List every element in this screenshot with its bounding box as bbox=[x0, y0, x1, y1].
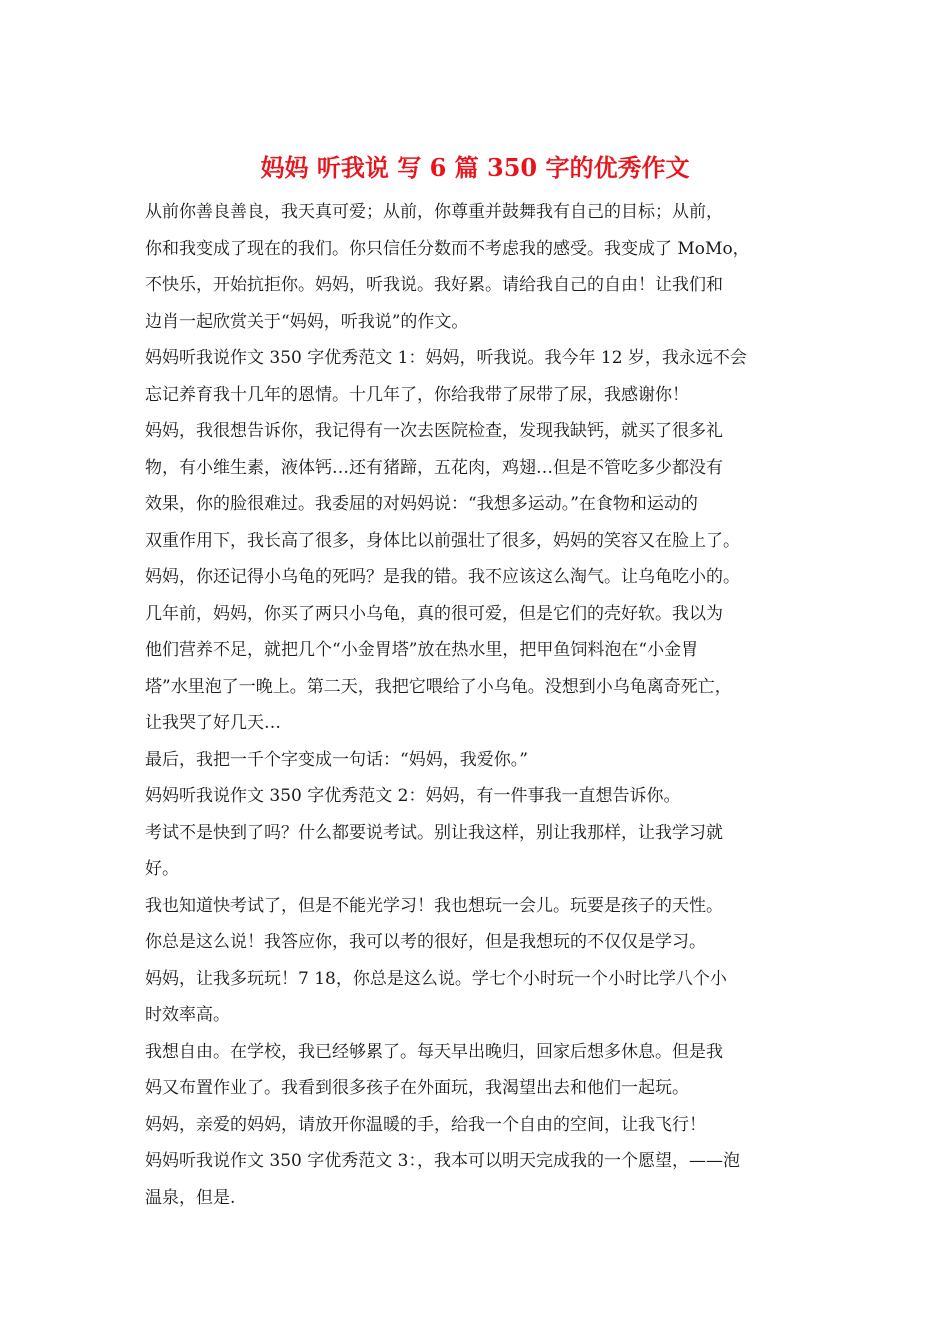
text-line: 双重作用下，我长高了很多，身体比以前强壮了很多，妈妈的笑容又在脸上了。 bbox=[145, 530, 740, 551]
text-line: 妈妈，亲爱的妈妈，请放开你温暖的手，给我一个自由的空间，让我飞行！ bbox=[145, 1114, 706, 1135]
text-line: 妈妈听我说作文 350 字优秀范文 2：妈妈，有一件事我一直想告诉你。 bbox=[145, 786, 681, 806]
text-line: 考试不是快到了吗？什么都要说考试。别让我这样，别让我那样，让我学习就 bbox=[145, 822, 723, 843]
text-line: 好。 bbox=[145, 859, 179, 879]
text-line: 忘记养育我十几年的恩情。十几年了，你给我带了尿带了尿，我感谢你！ bbox=[145, 384, 689, 405]
text-line: 你和我变成了现在的我们。你只信任分数而不考虑我的感受。我变成了 MoMo， bbox=[145, 238, 750, 259]
text-line: 从前你善良善良，我天真可爱；从前，你尊重并鼓舞我有自己的目标；从前， bbox=[145, 202, 723, 222]
text-line: 你总是这么说！我答应你，我可以考的很好，但是我想玩的不仅仅是学习。 bbox=[145, 932, 706, 952]
text-line: 我也知道快考试了，但是不能光学习！我也想玩一会儿。玩要是孩子的天性。 bbox=[145, 895, 723, 916]
document-title: 妈妈 听我说 写 6 篇 350 字的优秀作文 bbox=[260, 153, 690, 182]
text-line: 妈妈，我很想告诉你，我记得有一次去医院检查，发现我缺钙，就买了很多礼 bbox=[145, 421, 723, 441]
text-line: 塔”水里泡了一晚上。第二天，我把它喂给了小乌龟。没想到小乌龟离奇死亡， bbox=[145, 676, 732, 697]
text-line: 效果，你的脸很难过。我委屈的对妈妈说：“我想多运动。”在食物和运动的 bbox=[145, 494, 698, 514]
text-line: 物，有小维生素，液体钙…还有猪蹄，五花肉，鸡翅…但是不管吃多少都没有 bbox=[145, 457, 723, 478]
text-line: 他们营养不足，就把几个“小金胃塔”放在热水里，把甲鱼饲料泡在“小金胃 bbox=[145, 640, 699, 660]
text-line: 妈妈，让我多玩玩！7 18，你总是这么说。学七个小时玩一个小时比学八个小 bbox=[145, 968, 727, 989]
text-line: 温泉，但是. bbox=[145, 1187, 236, 1208]
text-line: 妈妈听我说作文 350 字优秀范文 1：妈妈，听我说。我今年 12 岁，我永远不会 bbox=[145, 348, 747, 368]
text-line: 妈妈听我说作文 350 字优秀范文 3：，我本可以明天完成我的一个愿望，——泡 bbox=[145, 1151, 740, 1171]
text-line: 妈又布置作业了。我看到很多孩子在外面玩，我渴望出去和他们一起玩。 bbox=[145, 1078, 689, 1098]
text-line: 我想自由。在学校，我已经够累了。每天早出晚归，回家后想多休息。但是我 bbox=[145, 1041, 723, 1062]
text-line: 不快乐，开始抗拒你。妈妈，听我说。我好累。请给我自己的自由！让我们和 bbox=[145, 275, 723, 295]
text-line: 几年前，妈妈，你买了两只小乌龟，真的很可爱，但是它们的壳好软。我以为 bbox=[145, 603, 723, 624]
text-line: 最后，我把一千个字变成一句话：“妈妈，我爱你。” bbox=[145, 749, 528, 770]
text-line: 妈妈，你还记得小乌龟的死吗？是我的错。我不应该这么淘气。让乌龟吃小的。 bbox=[145, 567, 740, 587]
text-line: 让我哭了好几天… bbox=[145, 713, 281, 733]
text-line: 时效率高。 bbox=[145, 1005, 230, 1025]
document-body bbox=[145, 194, 815, 1216]
text-line: 边肖一起欣赏关于“妈妈，听我说”的作文。 bbox=[145, 311, 469, 332]
